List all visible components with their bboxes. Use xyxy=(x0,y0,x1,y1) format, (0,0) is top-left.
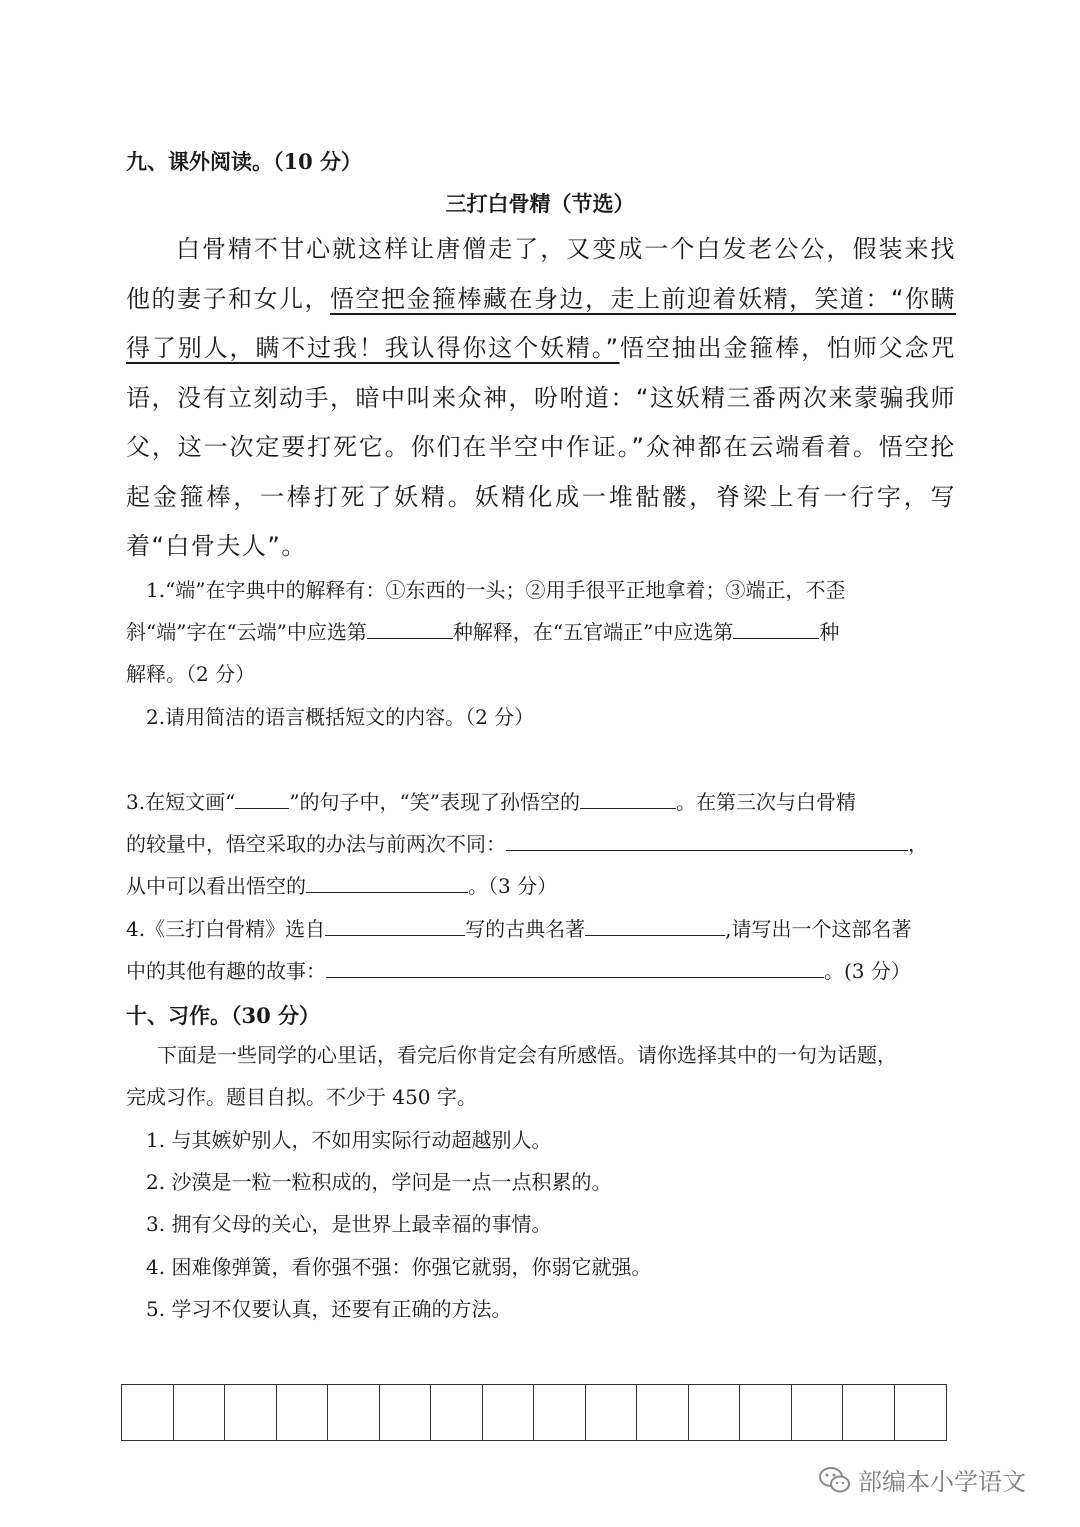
grid-cell[interactable] xyxy=(380,1385,432,1440)
grid-cell[interactable] xyxy=(431,1385,483,1440)
q4-blank-1[interactable] xyxy=(325,909,465,936)
q3-text-e: ， xyxy=(908,832,928,856)
q3-text-g: 。（3 分） xyxy=(468,874,558,898)
topic-4: 4. 困难像弹簧，看你强不强：你强它就弱，你弱它就强。 xyxy=(146,1255,652,1279)
q4-blank-3[interactable] xyxy=(326,951,824,978)
q1-line-2 xyxy=(126,611,839,653)
q3-text-f: 从中可以看出悟空的 xyxy=(126,874,306,898)
grid-cell[interactable] xyxy=(174,1385,226,1440)
q1-blank-2[interactable] xyxy=(733,612,819,639)
grid-cell[interactable] xyxy=(895,1385,947,1440)
topic-3: 3. 拥有父母的关心，是世界上最幸福的事情。 xyxy=(146,1212,552,1236)
q3-text-b: ”的句子中，“笑”表现了孙悟空的 xyxy=(289,790,580,814)
q3-text-c: 。在第三次与白骨精 xyxy=(676,790,856,814)
grid-cell[interactable] xyxy=(122,1385,174,1440)
q4-line-1 xyxy=(126,908,911,950)
grid-cell[interactable] xyxy=(637,1385,689,1440)
q1-line-1: 1.“端”在字典中的解释有：①东西的一头；②用手很平正地拿着；③端正，不歪 xyxy=(146,578,846,602)
q3-line-1 xyxy=(126,781,856,823)
story-part-2: 悟空抽出金箍棒，怕师父念咒语，没有立刻动手，暗中叫来众神，吩咐道：“这妖精三番两次来蒙骗我师父，这一次定要打死它。你们在半空中作证。”众神都在云端看着。悟空抡起金箍棒，一棒打死了妖精。妖精化成一堆骷髅，脊梁上有一行字，写着“白骨夫人”。 xyxy=(126,334,957,560)
grid-cell[interactable] xyxy=(586,1385,638,1440)
q4-text-c: ,请写出一个这部名著 xyxy=(725,917,912,941)
q4-text-d: 中的其他有趣的故事： xyxy=(126,959,326,983)
q3-line-3 xyxy=(126,865,557,907)
story-part-1: 白骨精不甘心就这样让唐僧走了，又变成一个白发老公公，假装来找他的妻子和女儿， xyxy=(126,235,956,313)
section-10-intro-2: 完成习作。题目自拟。不少于 450 字。 xyxy=(126,1085,477,1109)
section-10-intro-1: 下面是一些同学的心里话，看完后你肯定会有所感悟。请你选择其中的一句为话题， xyxy=(157,1043,897,1067)
grid-cell[interactable] xyxy=(740,1385,792,1440)
q4-line-2 xyxy=(126,950,911,992)
section-10-heading: 十、习作。（30 分） xyxy=(126,1003,321,1028)
watermark-text: 部编本小学语文 xyxy=(858,1468,1026,1496)
q3-line-2 xyxy=(126,823,928,865)
grid-cell[interactable] xyxy=(483,1385,535,1440)
q1-text-c: 种 xyxy=(819,620,840,644)
grid-cell[interactable] xyxy=(792,1385,844,1440)
topic-1: 1. 与其嫉妒别人，不如用实际行动超越别人。 xyxy=(146,1128,552,1152)
wechat-icon xyxy=(818,1465,852,1495)
q4-text-e: 。(3 分） xyxy=(824,959,911,983)
grid-cell[interactable] xyxy=(689,1385,741,1440)
story-passage xyxy=(126,225,956,572)
q4-text-b: 写的古典名著 xyxy=(465,917,586,941)
writing-grid xyxy=(121,1384,947,1441)
grid-cell[interactable] xyxy=(328,1385,380,1440)
topic-2: 2. 沙漠是一粒一粒积成的，学问是一点一点积累的。 xyxy=(146,1170,612,1194)
q3-underline-sample xyxy=(235,782,289,809)
q3-blank-1[interactable] xyxy=(580,782,676,809)
grid-cell[interactable] xyxy=(534,1385,586,1440)
topic-5: 5. 学习不仅要认真，还要有正确的方法。 xyxy=(146,1297,512,1321)
q2: 2.请用简洁的语言概括短文的内容。（2 分） xyxy=(146,705,535,729)
grid-cell[interactable] xyxy=(277,1385,329,1440)
q1-blank-1[interactable] xyxy=(367,612,453,639)
q3-blank-2[interactable] xyxy=(506,824,908,851)
section-9-heading: 九、课外阅读。（10 分） xyxy=(126,149,363,174)
story-underlined-sentence: 悟空把金箍棒藏在身边，走上前迎着妖精，笑道：“你瞒得了别人，瞒不过我！我认得你这个妖精。” xyxy=(126,284,956,362)
q3-text-a: 3.在短文画“ xyxy=(126,790,236,814)
q1-text-a: 斜“端”字在“云端”中应选第 xyxy=(126,620,367,644)
story-title: 三打白骨精（节选） xyxy=(445,191,635,216)
q1-line-3: 解释。（2 分） xyxy=(126,662,256,686)
q4-text-a: 4.《三打白骨精》选自 xyxy=(126,917,326,941)
grid-cell[interactable] xyxy=(843,1385,895,1440)
grid-cell[interactable] xyxy=(225,1385,277,1440)
q1-text-b: 种解释，在“五官端正”中应选第 xyxy=(452,620,734,644)
q3-blank-3[interactable] xyxy=(306,866,468,893)
watermark xyxy=(818,1462,1026,1497)
q3-text-d: 的较量中，悟空采取的办法与前两次不同： xyxy=(126,832,506,856)
q4-blank-2[interactable] xyxy=(585,909,725,936)
